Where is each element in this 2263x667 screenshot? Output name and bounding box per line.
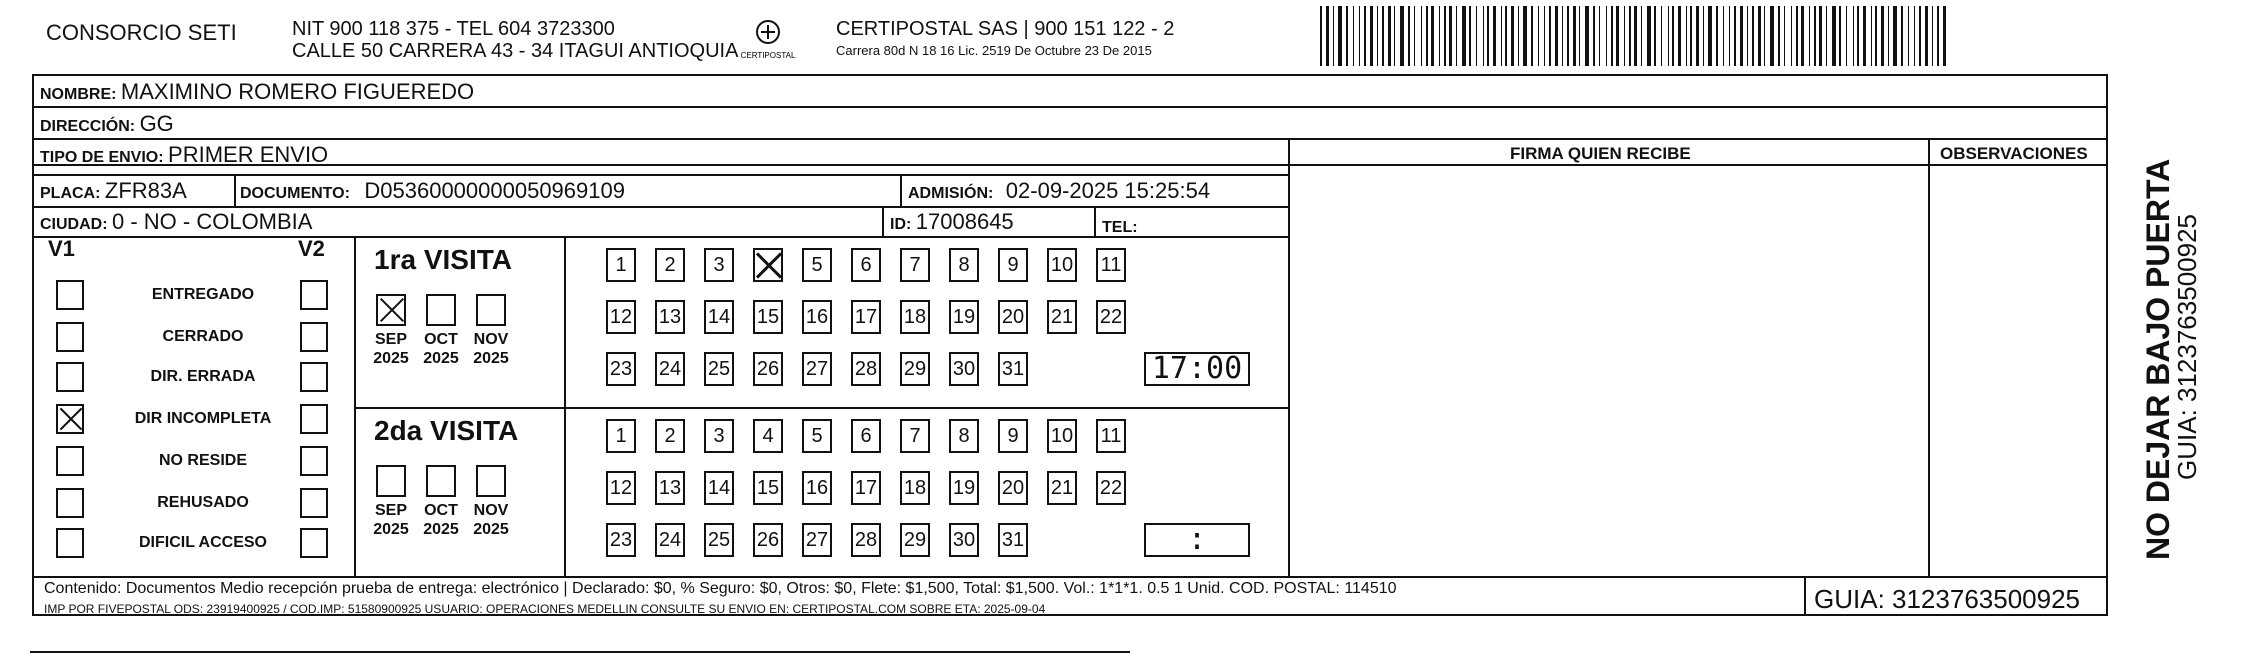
tel-label: TEL: — [1102, 219, 1138, 236]
month-checkbox[interactable] — [376, 294, 406, 326]
visit-title: 1ra VISITA — [374, 244, 512, 275]
day-box-10[interactable]: 10 — [1047, 419, 1077, 453]
day-box-29[interactable]: 29 — [900, 523, 930, 557]
day-box-22[interactable]: 22 — [1096, 471, 1126, 505]
month-checkbox[interactable] — [426, 465, 456, 497]
status-v2-checkbox[interactable] — [300, 488, 328, 518]
day-box-12[interactable]: 12 — [606, 300, 636, 334]
day-box-8[interactable]: 8 — [949, 419, 979, 453]
day-box-21[interactable]: 21 — [1047, 471, 1077, 505]
day-box-16[interactable]: 16 — [802, 300, 832, 334]
nombre-label: NOMBRE: — [40, 86, 117, 103]
footer-guia: GUIA: 3123763500925 — [1814, 584, 2080, 614]
month-label — [366, 330, 416, 368]
day-box-9[interactable]: 9 — [998, 419, 1028, 453]
month-year: 2025 — [423, 521, 459, 538]
day-box-31[interactable]: 31 — [998, 352, 1028, 386]
placa-label: PLACA: — [40, 185, 101, 202]
month-year: 2025 — [423, 350, 459, 367]
day-box-7[interactable]: 7 — [900, 248, 930, 282]
status-label: DIR. ERRADA — [150, 368, 256, 385]
documento-label: DOCUMENTO: — [240, 185, 350, 202]
v2-header: V2 — [298, 236, 325, 261]
month-label — [366, 501, 416, 539]
day-box-12[interactable]: 12 — [606, 471, 636, 505]
day-box-7[interactable]: 7 — [900, 419, 930, 453]
status-label: ENTREGADO — [151, 286, 255, 303]
day-box-26[interactable]: 26 — [753, 352, 783, 386]
status-label: REHUSADO — [157, 494, 249, 511]
day-box-25[interactable]: 25 — [704, 352, 734, 386]
day-box-2[interactable]: 2 — [655, 419, 685, 453]
day-box-22[interactable]: 22 — [1096, 300, 1126, 334]
status-label: CERRADO — [162, 328, 244, 345]
observaciones-label: OBSERVACIONES — [1940, 144, 2088, 163]
status-v2-checkbox[interactable] — [300, 528, 328, 558]
month-year: 2025 — [373, 350, 409, 367]
ciudad-label: CIUDAD: — [40, 216, 108, 233]
day-box-1[interactable]: 1 — [606, 248, 636, 282]
status-label: DIR INCOMPLETA — [134, 410, 272, 427]
month-label — [466, 501, 516, 539]
month-checkbox[interactable] — [476, 294, 506, 326]
admision-label: ADMISIÓN: — [908, 185, 994, 202]
day-box-14[interactable]: 14 — [704, 300, 734, 334]
day-box-20[interactable]: 20 — [998, 300, 1028, 334]
day-box-17[interactable]: 17 — [851, 471, 881, 505]
day-box-28[interactable]: 28 — [851, 352, 881, 386]
month-year: 2025 — [373, 521, 409, 538]
day-box-23[interactable]: 23 — [606, 523, 636, 557]
day-box-6[interactable]: 6 — [851, 419, 881, 453]
month-checkbox[interactable] — [376, 465, 406, 497]
day-box-21[interactable]: 21 — [1047, 300, 1077, 334]
day-box-15[interactable]: 15 — [753, 300, 783, 334]
side-guia — [2172, 214, 2203, 480]
admision-value: 02-09-2025 15:25:54 — [1005, 178, 1211, 203]
status-v1-checkbox[interactable] — [56, 362, 84, 392]
day-box-18[interactable]: 18 — [900, 471, 930, 505]
certipostal-logo — [740, 16, 796, 64]
month-name: OCT — [424, 331, 458, 348]
day-box-10[interactable]: 10 — [1047, 248, 1077, 282]
day-box-23[interactable]: 23 — [606, 352, 636, 386]
tipo-envio-value: PRIMER ENVIO — [168, 142, 329, 167]
status-v1-checkbox[interactable] — [56, 446, 84, 476]
company-address: CALLE 50 CARRERA 43 - 34 ITAGUI ANTIOQUIA — [292, 40, 739, 62]
status-v1-checkbox[interactable] — [56, 280, 84, 310]
status-v2-checkbox[interactable] — [300, 362, 328, 392]
month-checkbox[interactable] — [476, 465, 506, 497]
day-box-6[interactable]: 6 — [851, 248, 881, 282]
day-box-11[interactable]: 11 — [1096, 419, 1126, 453]
side-warning-text: NO DEJAR BAJO PUERTA — [2140, 158, 2176, 560]
day-box-27[interactable]: 27 — [802, 523, 832, 557]
day-box-19[interactable]: 19 — [949, 300, 979, 334]
visit-title: 2da VISITA — [374, 415, 519, 446]
day-box-1[interactable]: 1 — [606, 419, 636, 453]
month-year: 2025 — [473, 521, 509, 538]
side-guia-text: GUIA: 3123763500925 — [2172, 214, 2202, 480]
day-box-14[interactable]: 14 — [704, 471, 734, 505]
month-name: OCT — [424, 502, 458, 519]
day-box-13[interactable]: 13 — [655, 471, 685, 505]
month-name: SEP — [374, 502, 407, 519]
day-box-15[interactable]: 15 — [753, 471, 783, 505]
company-name: CONSORCIO SETI — [46, 20, 237, 45]
delivery-form — [32, 74, 2108, 616]
day-box-29[interactable]: 29 — [900, 352, 930, 386]
day-box-5[interactable]: 5 — [802, 419, 832, 453]
firma-label: FIRMA QUIEN RECIBE — [1510, 144, 1691, 163]
day-box-31[interactable]: 31 — [998, 523, 1028, 557]
status-v2-checkbox[interactable] — [300, 322, 328, 352]
time-field[interactable]: 17:00 — [1144, 352, 1250, 386]
day-box-19[interactable]: 19 — [949, 471, 979, 505]
day-box-26[interactable]: 26 — [753, 523, 783, 557]
day-box-11[interactable]: 11 — [1096, 248, 1126, 282]
status-v1-checkbox[interactable] — [56, 322, 84, 352]
month-label — [466, 330, 516, 368]
day-box-30[interactable]: 30 — [949, 523, 979, 557]
placa-value: ZFR83A — [104, 178, 187, 203]
day-box-3[interactable]: 3 — [704, 419, 734, 453]
month-checkbox[interactable] — [426, 294, 456, 326]
courier-name: CERTIPOSTAL SAS | 900 151 122 - 2 — [836, 18, 1175, 40]
month-year: 2025 — [473, 350, 509, 367]
direccion-label: DIRECCIÓN: — [40, 118, 136, 135]
month-label — [416, 501, 466, 539]
day-box-16[interactable]: 16 — [802, 471, 832, 505]
courier-license: Carrera 80d N 18 16 Lic. 2519 De Octubre 23 De 2015 — [836, 43, 1152, 58]
day-box-20[interactable]: 20 — [998, 471, 1028, 505]
contenido-text: Contenido: Documentos Medio recepción prueba de entrega: electrónico | Declarado: $0, % Seguro: $0, Otros: $0, Flete: $1,500, Total: $1,500. Vol.: 1*1*1. 0.5 1 Unid. COD. POSTAL: 114510 — [44, 580, 1397, 597]
status-label: DIFICIL ACCESO — [138, 534, 267, 551]
day-box-3[interactable]: 3 — [704, 248, 734, 282]
v1-header: V1 — [48, 236, 75, 261]
nombre-value: MAXIMINO ROMERO FIGUEREDO — [120, 79, 475, 104]
status-v2-checkbox[interactable] — [300, 404, 328, 434]
day-box-2[interactable]: 2 — [655, 248, 685, 282]
day-box-18[interactable]: 18 — [900, 300, 930, 334]
bottom-rule — [30, 651, 1130, 653]
imp-text: IMP POR FIVEPOSTAL ODS: 23919400925 / COD.IMP: 51580900925 USUARIO: OPERACIONES MEDELLIN CONSULTE SU ENVIO EN: CERTIPOSTAL.COM SOBRE ETA: 2025-09-04 — [44, 602, 1046, 616]
ciudad-value: 0 - NO - COLOMBIA — [112, 209, 313, 234]
day-box-9[interactable]: 9 — [998, 248, 1028, 282]
id-label: ID: — [890, 216, 912, 233]
month-name: SEP — [374, 331, 407, 348]
id-value: 17008645 — [915, 209, 1014, 234]
status-v1-checkbox[interactable] — [56, 404, 84, 434]
documento-value: D05360000000050969109 — [364, 178, 625, 203]
direccion-value: GG — [139, 111, 174, 136]
status-label: NO RESIDE — [158, 452, 247, 469]
logo-text: CERTIPOSTAL — [740, 51, 796, 60]
barcode — [1318, 6, 1948, 66]
day-box-27[interactable]: 27 — [802, 352, 832, 386]
day-box-4[interactable] — [753, 248, 783, 282]
day-box-25[interactable]: 25 — [704, 523, 734, 557]
status-v1-checkbox[interactable] — [56, 488, 84, 518]
company-nit: NIT 900 118 375 - TEL 604 3723300 — [292, 18, 615, 40]
day-box-28[interactable]: 28 — [851, 523, 881, 557]
day-box-30[interactable]: 30 — [949, 352, 979, 386]
day-box-24[interactable]: 24 — [655, 352, 685, 386]
status-v2-checkbox[interactable] — [300, 446, 328, 476]
status-v2-checkbox[interactable] — [300, 280, 328, 310]
time-field[interactable]: : — [1144, 523, 1250, 557]
day-box-4[interactable]: 4 — [753, 419, 783, 453]
month-name: NOV — [473, 502, 509, 519]
day-box-13[interactable]: 13 — [655, 300, 685, 334]
day-box-17[interactable]: 17 — [851, 300, 881, 334]
tipo-envio-label: TIPO DE ENVIO: — [40, 149, 164, 166]
month-name: NOV — [473, 331, 509, 348]
day-box-5[interactable]: 5 — [802, 248, 832, 282]
day-box-24[interactable]: 24 — [655, 523, 685, 557]
month-label — [416, 330, 466, 368]
status-v1-checkbox[interactable] — [56, 528, 84, 558]
day-box-8[interactable]: 8 — [949, 248, 979, 282]
